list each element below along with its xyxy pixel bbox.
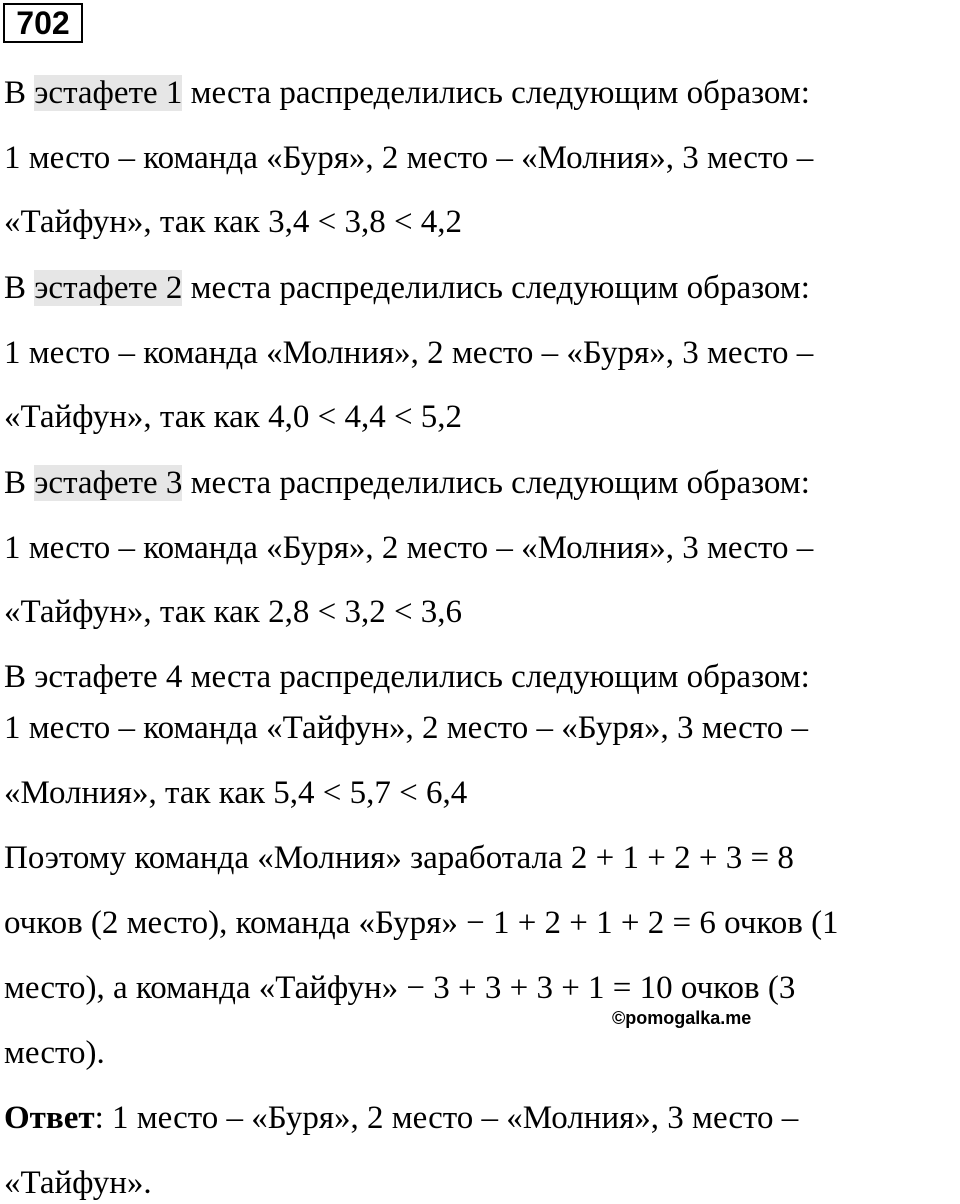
relay-4-places: 1 место – команда «Тайфун», 2 место – «Буря», 3 место – — [4, 710, 809, 746]
relay-3-reason: «Тайфун», так как 2,8 < 3,2 < 3,6 — [4, 594, 463, 630]
relay-1-places: 1 место – команда «Буря», 2 место – «Молния», 3 место – — [4, 140, 814, 176]
relay-1-intro-prefix: В — [4, 75, 35, 111]
relay-3-intro — [4, 463, 810, 503]
answer-line — [4, 1098, 798, 1138]
relay-1-highlight: эстафете 1 — [34, 75, 183, 111]
relay-1-intro-rest: места распределились следующим образом: — [182, 75, 810, 111]
answer-label: Ответ — [4, 1100, 95, 1136]
summary-line-3: место), а команда «Тайфун» − 3 + 3 + 3 + 1 = 10 очков (3 — [4, 970, 796, 1006]
summary-line-4: место). — [4, 1035, 105, 1071]
task-number: 702 — [16, 5, 70, 41]
answer-text: : 1 место – «Буря», 2 место – «Молния», 3 место – — [94, 1100, 799, 1136]
relay-4-reason: «Молния», так как 5,4 < 5,7 < 6,4 — [4, 775, 468, 811]
relay-2-places: 1 место – команда «Молния», 2 место – «Буря», 3 место – — [4, 335, 814, 371]
watermark: ©pomogalka.me — [612, 1008, 752, 1028]
relay-3-intro-prefix: В — [4, 465, 35, 501]
relay-2-intro-prefix: В — [4, 270, 35, 306]
relay-4-intro: В эстафете 4 места распределились следующим образом: — [4, 659, 810, 695]
relay-2-highlight: эстафете 2 — [34, 270, 183, 306]
relay-1-intro — [4, 73, 810, 113]
relay-2-intro — [4, 268, 810, 308]
task-number-box — [3, 3, 83, 43]
answer-line-2: «Тайфун». — [4, 1165, 152, 1201]
relay-1-reason: «Тайфун», так как 3,4 < 3,8 < 4,2 — [4, 204, 463, 240]
relay-3-intro-rest: места распределились следующим образом: — [182, 465, 810, 501]
summary-line-2: очков (2 место), команда «Буря» − 1 + 2 + 1 + 2 = 6 очков (1 — [4, 905, 839, 941]
relay-2-intro-rest: места распределились следующим образом: — [182, 270, 810, 306]
relay-3-highlight: эстафете 3 — [34, 465, 183, 501]
relay-2-reason: «Тайфун», так как 4,0 < 4,4 < 5,2 — [4, 399, 463, 435]
summary-line-1: Поэтому команда «Молния» заработала 2 + 1 + 2 + 3 = 8 — [4, 840, 794, 876]
relay-3-places: 1 место – команда «Буря», 2 место – «Молния», 3 место – — [4, 530, 814, 566]
